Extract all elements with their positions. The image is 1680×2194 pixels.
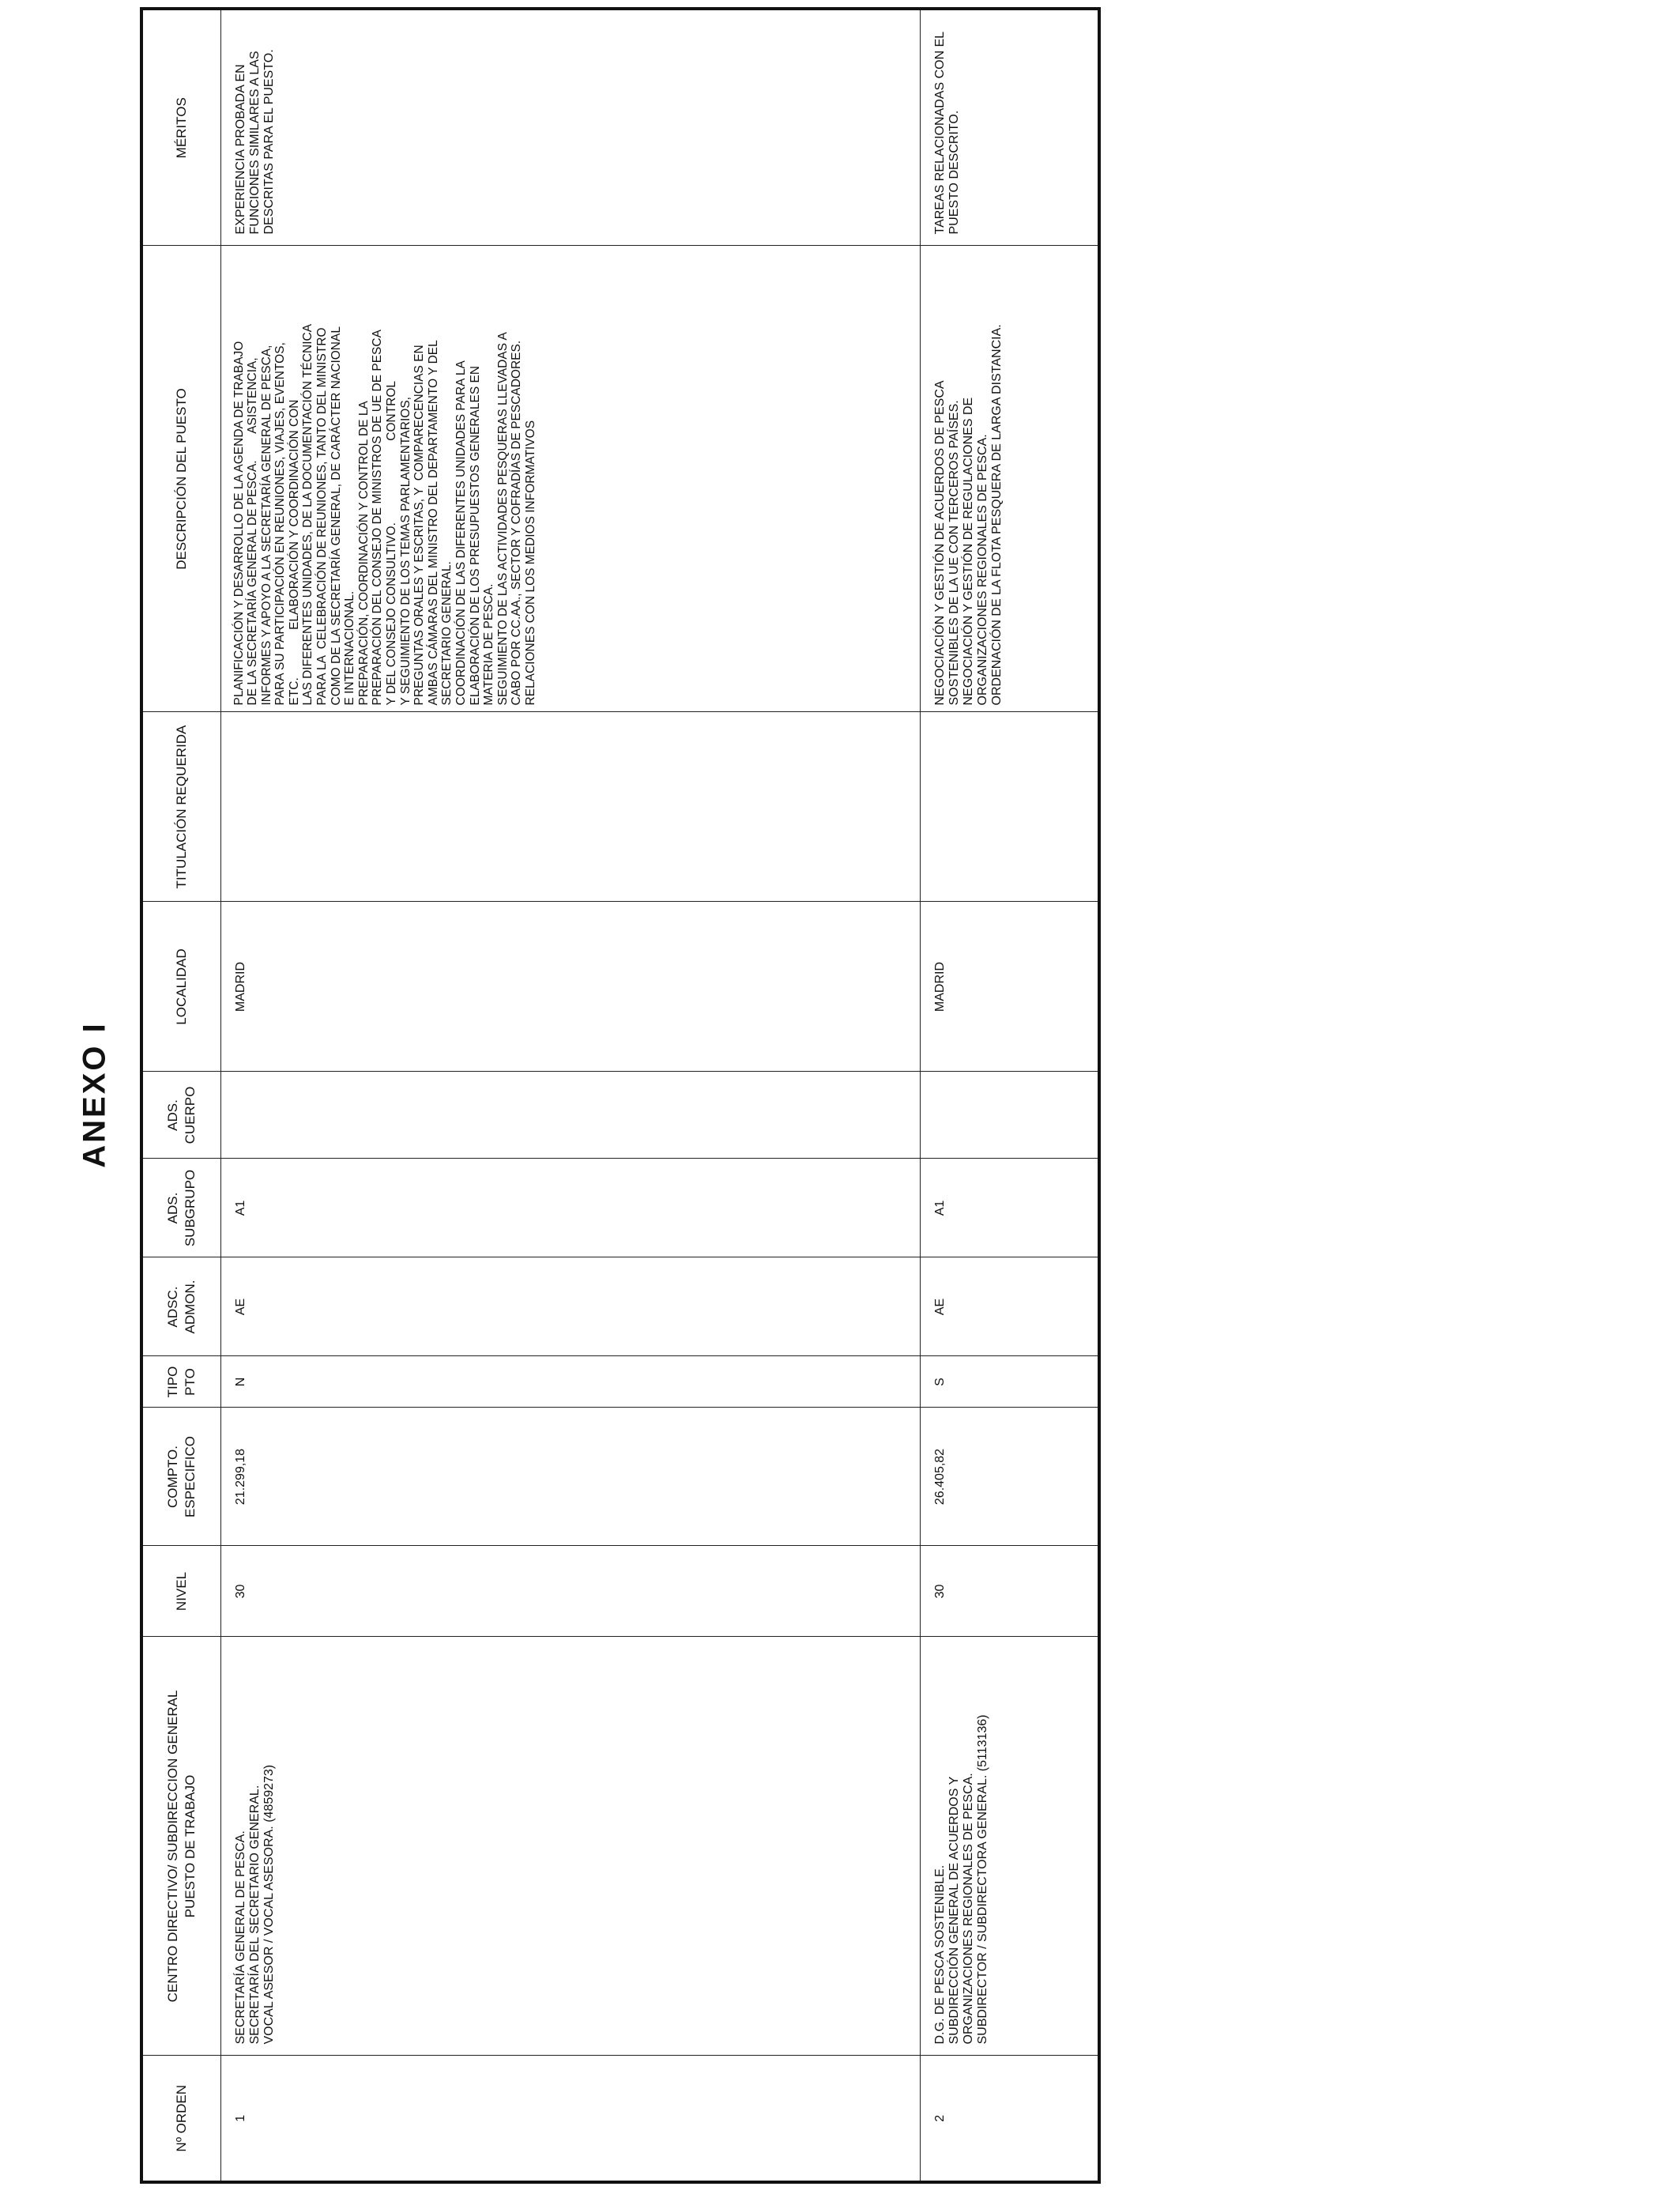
table-row	[220, 9, 920, 2182]
desc-line: ETC. ELABORACIÓN Y COORDINACIÓN CON	[287, 399, 301, 706]
cell-meritos: TAREAS RELACIONADAS CON EL PUESTO DESCRITO.	[920, 9, 1099, 246]
cell-descripcion	[220, 246, 920, 712]
desc-line: RELACIONES CON LOS MEDIOS INFORMATIVOS	[523, 420, 537, 706]
anexo-table	[140, 7, 1101, 2184]
cell-admon: AE	[220, 1257, 920, 1356]
cell-cuerpo	[220, 1072, 920, 1159]
cell-titulacion	[920, 712, 1099, 902]
cell-subgrupo: A1	[220, 1159, 920, 1257]
desc-line: INFORMES Y APOYO A LA SECRETARÍA GENERAL DE PESCA,	[259, 345, 273, 706]
header-nivel: NIVEL	[141, 1546, 220, 1637]
header-localidad: LOCALIDAD	[141, 902, 220, 1072]
desc-line: PARA SU PARTICIPACIÓN EN REUNIONES, VIAJES, EVENTOS,	[273, 342, 288, 706]
desc-line: SECRETARIO GENERAL.	[440, 561, 454, 706]
desc-line: Y DEL CONSEJO CONSULTIVO. CONTROL	[385, 380, 399, 706]
cell-cuerpo	[920, 1072, 1099, 1159]
header-admon: ADSC. ADMON.	[141, 1257, 220, 1356]
cell-descripcion	[920, 246, 1099, 712]
header-tipo: TIPO PTO	[141, 1356, 220, 1408]
desc-line: ORGANIZACIONES REGIONALES DE PESCA.	[975, 434, 989, 706]
cell-localidad: MADRID	[920, 902, 1099, 1072]
header-row	[141, 9, 220, 2182]
desc-line: COORDINACIÓN DE LAS DIFERENTES UNIDADES PARA LA	[454, 360, 468, 706]
cell-localidad: MADRID	[220, 902, 920, 1072]
desc-line: PREPARACIÓN, COORDINACIÓN Y CONTROL DE LA	[356, 401, 371, 706]
cell-nivel: 30	[220, 1546, 920, 1637]
table-row	[920, 9, 1099, 2182]
cell-orden: 2	[920, 2056, 1099, 2182]
header-meritos: MÉRITOS	[141, 9, 220, 246]
desc-line: MATERIA DE PESCA.	[482, 583, 496, 706]
desc-line: LAS DIFERENTES UNIDADES, DE LA DOCUMENTACIÓN TÉCNICA	[301, 323, 315, 706]
cell-admon: AE	[920, 1257, 1099, 1356]
desc-line: PARA LA CELEBRACIÓN DE REUNIONES, TANTO DEL MINISTRO	[315, 327, 330, 706]
cell-orden: 1	[220, 2056, 920, 2182]
header-titulacion: TITULACIÓN REQUERIDA	[141, 712, 220, 902]
cell-compto: 21.299,18	[220, 1408, 920, 1546]
desc-line: PREPARACIÓN DEL CONSEJO DE MINISTROS DE UE DE PESCA	[371, 330, 385, 706]
desc-line: AMBAS CÁMARAS DEL MINISTRO DEL DEPARTAMENTO Y DEL	[426, 340, 440, 706]
desc-line: PREGUNTAS ORALES Y ESCRITAS, Y COMPARECENCIAS EN	[412, 345, 427, 706]
desc-line: CABO POR CC.AA., SECTOR Y COFRADÍAS DE PESCADORES.	[510, 340, 524, 706]
desc-line: ELABORACIÓN DE LOS PRESUPUESTOS GENERALES EN	[468, 365, 482, 706]
header-compto: COMPTO. ESPECIFICO	[141, 1408, 220, 1546]
desc-line: DE LA SECRETARÍA GENERAL DE PESCA. ASISTENCIA,	[246, 357, 260, 706]
desc-line: SEGUIMIENTO DE LAS ACTIVIDADES PESQUERAS LLEVADAS A	[495, 332, 510, 706]
cell-meritos: EXPERIENCIA PROBADA EN FUNCIONES SIMILARES A LAS DESCRITAS PARA EL PUESTO.	[220, 9, 920, 246]
header-descripcion: DESCRIPCIÓN DEL PUESTO	[141, 246, 220, 712]
header-centro: CENTRO DIRECTIVO/ SUBDIRECCION GENERAL PUESTO DE TRABAJO	[141, 1637, 220, 2056]
header-subgrupo: ADS. SUBGRUPO	[141, 1159, 220, 1257]
document-title: ANEXO I	[77, 1021, 112, 1168]
header-orden: Nº ORDEN	[141, 2056, 220, 2182]
cell-centro: SECRETARÍA GENERAL DE PESCA. SECRETARÍA DEL SECRETARIO GENERAL. VOCAL ASESOR / VOCAL ASESORA. (4859273)	[220, 1637, 920, 2056]
cell-centro: D.G. DE PESCA SOSTENIBLE. SUBDIRECCIÓN GENERAL DE ACUERDOS Y ORGANIZACIONES REGIONALES DE PESCA. SUBDIRECTOR / SUBDIRECTORA GENERAL. (5113136)	[920, 1637, 1099, 2056]
desc-line: SOSTENIBLES DE LA UE CON TERCEROS PAÍSES.	[947, 400, 961, 706]
cell-subgrupo: A1	[920, 1159, 1099, 1257]
cell-titulacion	[220, 712, 920, 902]
cell-nivel: 30	[920, 1546, 1099, 1637]
header-cuerpo: ADS. CUERPO	[141, 1072, 220, 1159]
cell-tipo: N	[220, 1356, 920, 1408]
desc-line: PLANIFICACIÓN Y DESARROLLO DE LA AGENDA DE TRABAJO	[232, 341, 246, 706]
desc-line: NEGOCIACIÓN Y GESTIÓN DE ACUERDOS DE PESCA	[932, 380, 947, 706]
desc-line: NEGOCIACIÓN Y GESTIÓN DE REGULACIONES DE	[961, 397, 975, 706]
desc-line: COMO DE LA SECRETARÍA GENERAL, DE CARÁCTER NACIONAL	[329, 326, 343, 706]
cell-compto: 26.405,82	[920, 1408, 1099, 1546]
cell-tipo: S	[920, 1356, 1099, 1408]
desc-line: Y SEGUIMIENTO DE LOS TEMAS PARLAMENTARIOS,	[398, 397, 412, 706]
desc-line: E INTERNACIONAL.	[343, 590, 357, 706]
anexo-table-wrap	[140, 10, 1098, 2184]
desc-line: ORDENACIÓN DE LA FLOTA PESQUERA DE LARGA DISTANCIA.	[989, 324, 1004, 706]
